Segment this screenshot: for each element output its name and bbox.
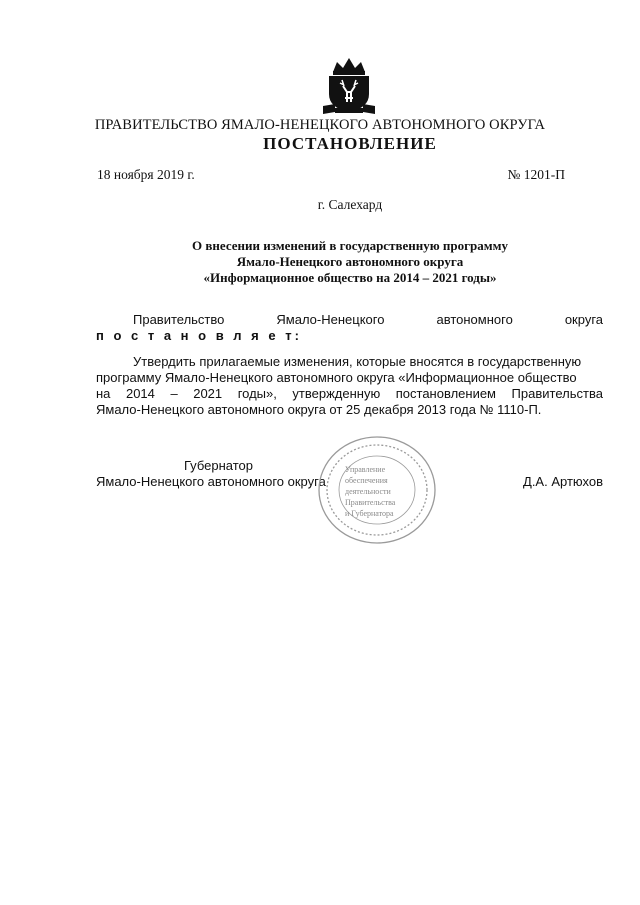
government-name: ПРАВИТЕЛЬСТВО ЯМАЛО-НЕНЕЦКОГО АВТОНОМНОГО ОКРУГА [94, 117, 546, 133]
body-line [96, 386, 603, 402]
document-city: г. Салехард [317, 197, 383, 212]
decree-preamble [96, 312, 603, 344]
coat-of-arms-icon [321, 56, 377, 116]
body-word: на [96, 386, 111, 401]
document-body [96, 354, 603, 418]
signatory-title-line: Губернатор [184, 458, 253, 473]
stamp-line: Управление [345, 465, 386, 474]
body-word: – [170, 386, 178, 401]
decree-word: Правительство [133, 312, 225, 327]
subject-line: «Информационное общество на 2014 – 2021 годы» [203, 270, 497, 285]
signatory-title [96, 458, 326, 490]
stamp-line: Правительства [345, 498, 396, 507]
signatory-title-line: Ямало-Ненецкого автономного округа [96, 474, 326, 489]
document-subject [0, 238, 640, 286]
subject-line: Ямало-Ненецкого автономного округа [236, 254, 464, 269]
stamp-line: деятельности [345, 487, 391, 496]
body-word: 2014 [125, 386, 155, 401]
body-word: Правительства [511, 386, 603, 401]
body-word: утвержденную [292, 386, 381, 401]
document-type: ПОСТАНОВЛЕНИЕ [263, 134, 437, 153]
official-seal-stamp [315, 432, 439, 548]
stamp-line: и Губернатора [345, 509, 394, 518]
body-word: постановлением [395, 386, 496, 401]
body-line: Утвердить прилагаемые изменения, которые вносятся в государственную [133, 354, 582, 369]
decree-word: автономного [436, 312, 513, 327]
body-line: Ямало-Ненецкого автономного округа от 25 декабря 2013 года № 1110-П. [96, 402, 542, 417]
document-number: № 1201-П [507, 167, 565, 182]
subject-line: О внесении изменений в государственную программу [192, 238, 508, 253]
stamp-line: обеспечения [345, 476, 388, 485]
decree-resolves: п о с т а н о в л я е т: [96, 328, 302, 343]
body-word: годы», [237, 386, 277, 401]
decree-word: округа [564, 312, 603, 327]
document-date: 18 ноября 2019 г. [97, 167, 195, 182]
signatory-name: Д.А. Артюхов [523, 474, 603, 489]
body-word: 2021 [193, 386, 223, 401]
decree-line [96, 312, 603, 328]
decree-word: Ямало-Ненецкого [276, 312, 385, 327]
body-line: программу Ямало-Ненецкого автономного округа «Информационное общество [96, 370, 577, 385]
